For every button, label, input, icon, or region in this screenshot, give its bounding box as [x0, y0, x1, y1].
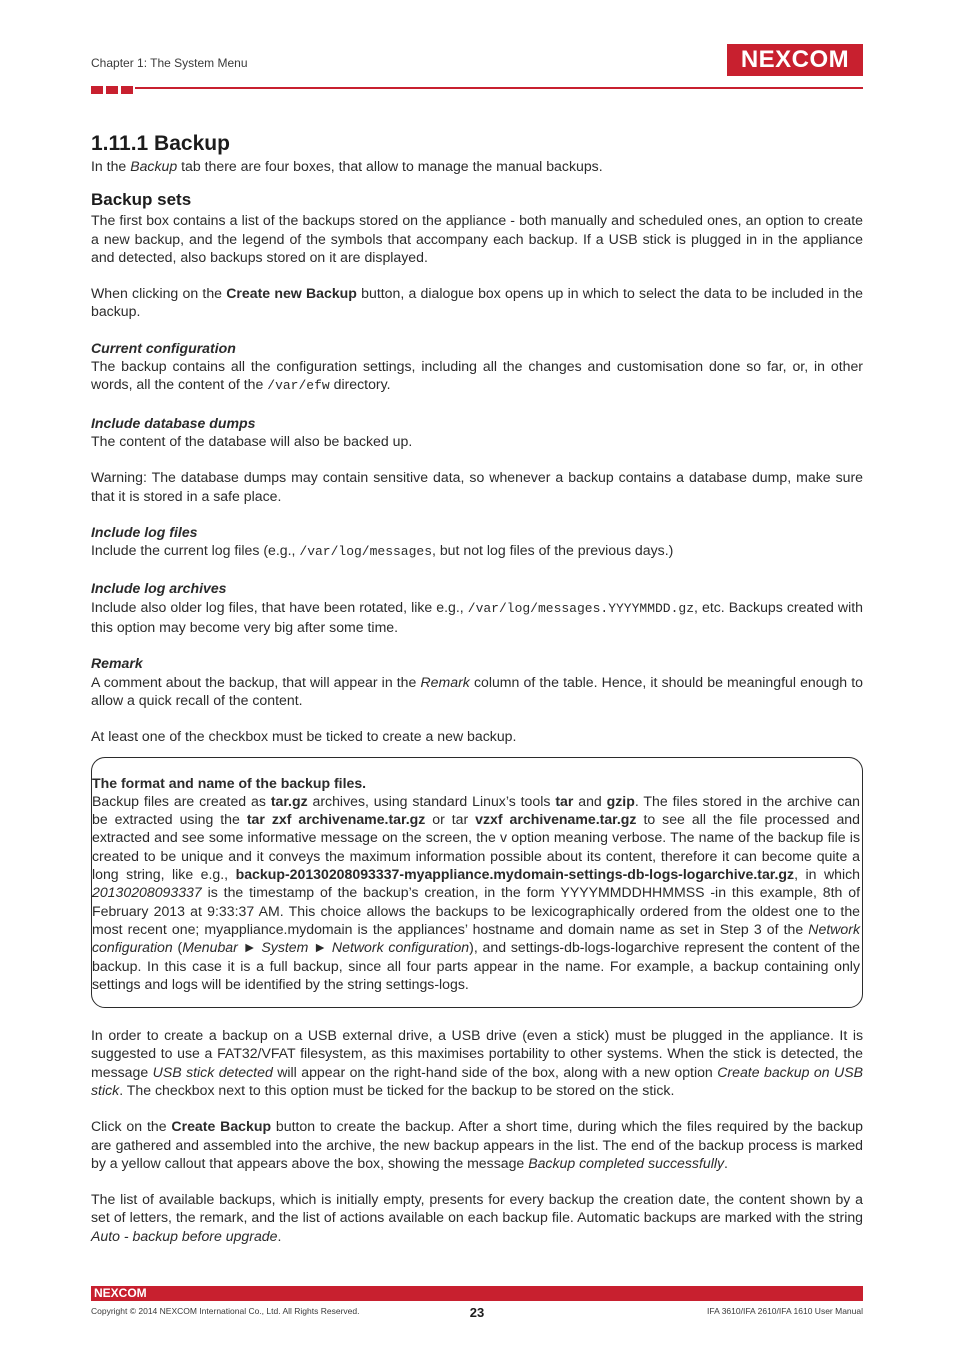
log-archives-text: Include also older log files, that have been rotated, like e.g., /var/log/messages.YYYYMMDD.gz, etc. Backups created with this option may become very big after some time. — [91, 598, 863, 636]
footer-corner-mark-2 — [851, 1294, 857, 1300]
remark-title: Remark — [91, 655, 143, 672]
format-box-title: The format and name of the backup files. — [92, 774, 367, 791]
remark-text: A comment about the backup, that will appear in the Remark column of the table. Hence, it should be meaningful enough to allow a quick recall of the content. — [91, 673, 863, 708]
section-title: 1.11.1 Backup — [91, 132, 230, 155]
backup-sets-p2: When clicking on the Create new Backup button, a dialogue box opens up in which to select the data to be included in the backup. — [91, 285, 863, 320]
page-number: 23 — [469, 1305, 485, 1320]
section-intro: In the Backup tab there are four boxes, that allow to manage the manual backups. — [91, 158, 603, 174]
copyright-text: Copyright © 2014 NEXCOM International Co., Ltd. All Rights Reserved. — [91, 1306, 360, 1316]
log-archives-title: Include log archives — [91, 580, 227, 597]
checkbox-note: At least one of the checkbox must be ticked to create a new backup. — [91, 728, 517, 745]
page-content — [91, 131, 863, 1245]
warning-text: Warning: The database dumps may contain sensitive data, so whenever a backup contains a database dump, make sure that it is stored in a safe place. — [91, 469, 863, 504]
nexcom-logo: NEXCOM — [727, 44, 863, 76]
footer-logo: NEXCOM — [94, 1286, 147, 1300]
footer-corner-mark — [843, 1286, 849, 1292]
usb-paragraph: In order to create a backup on a USB external drive, a USB drive (even a stick) must be plugged in the appliance. It is suggested to use a FAT32/VFAT filesystem, as this maximises portability to other systems. When the stick is detected, the message USB stick detected will appear on the right-hand side of the box, along with a new option Create backup on USB stick. The checkbox next to this option must be ticked for the backup to be stored on the stick. — [91, 1027, 863, 1098]
backup-sets-heading: Backup sets — [91, 190, 192, 210]
header-rule — [135, 87, 863, 89]
db-dumps-title: Include database dumps — [91, 414, 256, 431]
format-box-text: Backup files are created as tar.gz archives, using standard Linux’s tools tar and gzip. The files stored in the archive can be extracted using the tar zxf archivename.tar.gz or tar vzxf archivename.tar.gz to see all the file processed and extracted and see some informative message on the screen, the v option meaning verbose. The name of the backup file is created to be unique and it conveys the maximum information possible about its content, therefore it can become quite a long string, like e.g., backup-20130208093337-myappliance.mydomain-settings-db-logs-logarchive.tar.gz, in which 20130208093337 is the timestamp of the backup’s creation, in the form YYYYMMDDHHMMSS -in this example, 8th of February 2013 at 9:33:37 AM. This choice allows the backups to be lexicographically ordered from the oldest one to the most recent one; myappliance.mydomain is the appliances’ hostname and domain name as set in Step 3 of the Network configuration (Menubar ► System ► Network configuration), and settings-db-logs-logarchive represent the content of the backup. In this case it is a full backup, since all four parts appear in the name. For example, a backup containing only settings and logs will be identified by the string settings-logs. — [92, 792, 861, 992]
format-note-box — [91, 757, 863, 1009]
current-config-title: Current configuration — [91, 339, 236, 356]
backup-sets-p1: The first box contains a list of the backups stored on the appliance - both manually and scheduled ones, an option to create a new backup, and the legend of the symbols that accompany each backup. If a USB stick is plugged in in the appliance and detected, also backups stored on it are displayed. — [91, 212, 863, 265]
log-files-text: Include the current log files (e.g., /var/log/messages, but not log files of the previous days.) — [91, 542, 674, 560]
chapter-header: Chapter 1: The System Menu — [91, 56, 248, 70]
header-rule-blocks — [91, 86, 133, 94]
log-files-title: Include log files — [91, 523, 198, 540]
db-dumps-text: The content of the database will also be backed up. — [91, 432, 413, 449]
create-backup-paragraph: Click on the Create Backup button to create the backup. After a short time, during which the files required by the backup are gathered and assembled into the archive, the new backup appears in the list. The end of the backup process is marked by a yellow callout that appears above the box, showing the message Backup completed successfully. — [91, 1118, 864, 1171]
backup-list-paragraph: The list of available backups, which is initially empty, presents for every backup the creation date, the content shown by a set of letters, the remark, and the list of actions available on each backup file. Automatic backups are marked with the string Auto - backup before upgrade. — [91, 1191, 863, 1244]
footer-bar — [91, 1286, 863, 1301]
current-config-text: The backup contains all the configuration settings, including all the changes and customisation done so far, or, in other words, all the content of the /var/efw directory. — [91, 358, 863, 394]
manual-title: IFA 3610/IFA 2610/IFA 1610 User Manual — [707, 1306, 863, 1316]
